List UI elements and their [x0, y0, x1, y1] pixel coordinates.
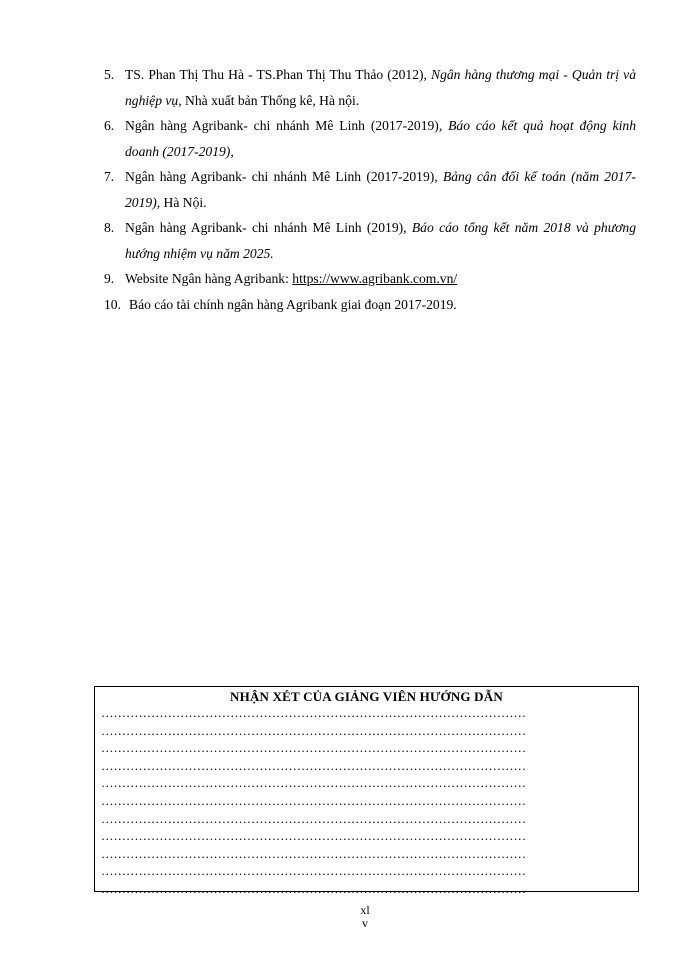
reference-number: 7.: [104, 169, 115, 184]
reference-item-6: [104, 113, 636, 164]
reference-publisher: Hà Nội.: [160, 194, 207, 210]
reference-text: Ngân hàng Agribank- chi nhánh Mê Linh (2017-2019),: [125, 118, 449, 133]
comment-box-title: NHẬN XÉT CỦA GIẢNG VIÊN HƯỚNG DẪN: [230, 689, 503, 704]
comment-line: …………………………………………………………………………………………: [101, 706, 526, 720]
comment-line: …………………………………………………………………………………………: [101, 811, 526, 826]
reference-text: Website Ngân hàng Agribank:: [125, 271, 293, 286]
comment-line: …………………………………………………………………………………………: [101, 864, 526, 879]
reference-number: 6.: [104, 118, 115, 133]
reference-item-5: [104, 62, 636, 113]
comment-line: …………………………………………………………………………………………: [101, 881, 526, 896]
supervisor-comment-box: [94, 686, 639, 896]
reference-text: Ngân hàng Agribank- chi nhánh Mê Linh (2019),: [125, 220, 412, 235]
page-number: [0, 904, 700, 930]
reference-number: 8.: [104, 220, 115, 235]
comment-line: …………………………………………………………………………………………: [101, 846, 526, 861]
reference-item-10: [104, 292, 636, 318]
reference-number: 5.: [104, 67, 115, 82]
reference-publisher: Nhà xuất bản Thống kê, Hà nội.: [181, 92, 360, 108]
reference-title: Bảng cân đối kế toán (năm 2017-2019),: [125, 169, 636, 210]
reference-title: Ngân hàng thương mại - Quản trị và nghiệp vụ,: [125, 67, 636, 108]
comment-line: …………………………………………………………………………………………: [101, 723, 526, 738]
reference-number: 10.: [104, 296, 121, 312]
reference-text: Báo cáo tài chính ngân hàng Agribank giai đoạn 2017-2019.: [129, 296, 457, 312]
page-number-line-2: v: [362, 916, 368, 930]
comment-lines: [95, 705, 638, 899]
reference-item-8: [104, 215, 636, 266]
reference-item-9: [104, 266, 636, 292]
agribank-website-link[interactable]: https://www.agribank.com.vn/: [292, 271, 458, 286]
reference-number: 9.: [104, 271, 115, 286]
comment-line: …………………………………………………………………………………………: [101, 776, 526, 791]
page-number-line-1: xl: [360, 903, 370, 917]
reference-text: TS. Phan Thị Thu Hà - TS.Phan Thị Thu Thảo (2012),: [125, 67, 432, 82]
comment-line: …………………………………………………………………………………………: [101, 829, 526, 844]
comment-line: …………………………………………………………………………………………: [101, 793, 526, 808]
reference-title: Báo cáo tổng kết năm 2018 và phương hướng nhiệm vụ năm 2025.: [125, 220, 636, 261]
reference-item-7: [104, 164, 636, 215]
reference-list: [104, 62, 636, 317]
comment-line: …………………………………………………………………………………………: [101, 741, 526, 756]
comment-line: …………………………………………………………………………………………: [101, 758, 526, 773]
reference-text: Ngân hàng Agribank- chi nhánh Mê Linh (2017-2019),: [125, 169, 443, 184]
reference-title: Báo cáo kết quả hoạt động kinh doanh (2017-2019),: [125, 118, 636, 159]
